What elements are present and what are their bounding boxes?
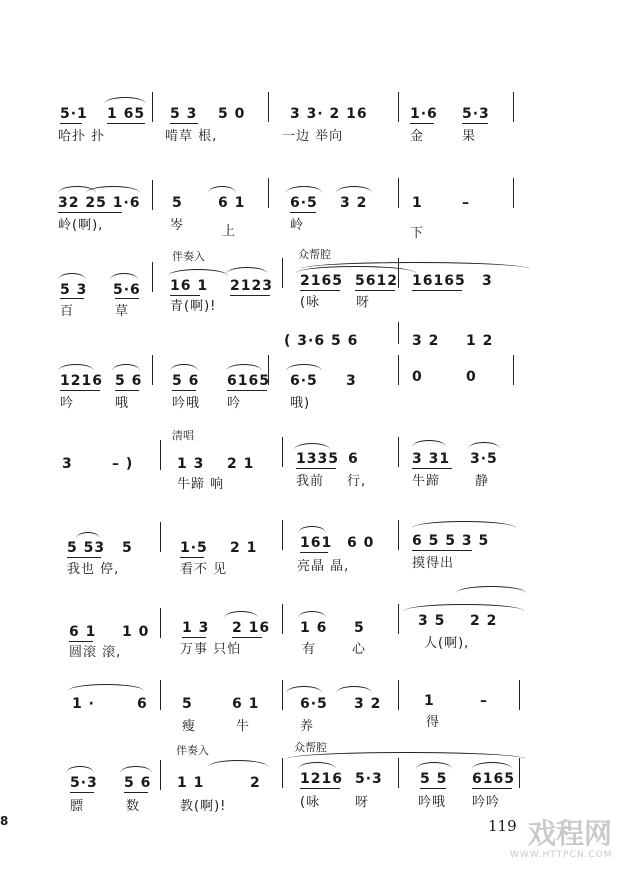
beam-underline bbox=[227, 390, 267, 391]
lyric-text: 牛 bbox=[236, 719, 251, 734]
notation-group: 5 5 bbox=[420, 771, 448, 787]
notation-group: 1 65 bbox=[107, 106, 146, 122]
lyric-text: 摸得出 bbox=[412, 556, 455, 571]
notation-group: 5·3 bbox=[462, 106, 490, 122]
beam-underline bbox=[115, 298, 139, 299]
notation-group: 6165 bbox=[472, 771, 515, 787]
bar-line bbox=[152, 355, 153, 385]
lyric-text: 看不 见 bbox=[180, 562, 228, 577]
bar-line bbox=[282, 520, 283, 550]
lyric-text: 岑 bbox=[170, 218, 185, 233]
bar-line bbox=[268, 92, 269, 122]
beam-underline bbox=[67, 557, 101, 558]
bar-line bbox=[282, 258, 283, 288]
notation-group: 1 3 bbox=[182, 620, 210, 636]
beam-underline bbox=[115, 390, 139, 391]
slur-mark bbox=[112, 364, 140, 371]
beam-underline bbox=[290, 212, 316, 213]
notation-group: 1216 bbox=[60, 373, 103, 389]
notation-group: 161 bbox=[300, 535, 333, 551]
bar-line bbox=[398, 520, 399, 550]
beam-underline bbox=[69, 641, 93, 642]
bar-line bbox=[398, 178, 399, 208]
notation-group: 6·5 bbox=[290, 373, 318, 389]
notation-group: 2 2 bbox=[470, 613, 498, 629]
notation-group: 5 6 bbox=[124, 775, 152, 791]
bar-line bbox=[268, 178, 269, 208]
notation-group: 3 3· 2 16 bbox=[290, 106, 368, 122]
slur-mark bbox=[286, 364, 322, 371]
beam-underline bbox=[410, 123, 434, 124]
slur-mark bbox=[286, 186, 322, 193]
bar-line bbox=[160, 440, 161, 470]
notation-group: 6 1 bbox=[218, 195, 246, 211]
slur-mark bbox=[416, 762, 452, 769]
slur-mark bbox=[300, 262, 530, 269]
beam-underline bbox=[70, 792, 94, 793]
notation-group: 3 31 bbox=[412, 451, 451, 467]
beam-underline bbox=[472, 788, 512, 789]
beam-underline bbox=[300, 788, 340, 789]
bar-line bbox=[282, 758, 283, 788]
beam-underline bbox=[412, 468, 452, 469]
lyric-text: 牛蹄 响 bbox=[177, 477, 225, 492]
slur-mark bbox=[456, 586, 526, 593]
lyric-text: 静 bbox=[475, 474, 490, 489]
bar-line bbox=[282, 604, 283, 634]
slur-mark bbox=[66, 766, 94, 773]
lyric-text: 膘 bbox=[70, 799, 85, 814]
bar-line bbox=[398, 758, 399, 788]
slur-mark bbox=[110, 273, 138, 280]
bar-line bbox=[282, 437, 283, 467]
bar-line bbox=[152, 180, 153, 210]
beam-underline bbox=[170, 123, 198, 124]
notation-group: 3·5 bbox=[470, 451, 498, 467]
chorus-mark: 众帮腔 bbox=[294, 741, 327, 754]
lyric-text: 岭(啊), bbox=[58, 218, 104, 233]
lyric-text: 上 bbox=[222, 224, 237, 239]
notation-group: 2 bbox=[250, 775, 261, 791]
notation-group: 0 bbox=[466, 369, 477, 385]
bar-line bbox=[160, 608, 161, 638]
notation-group: 5·3 bbox=[355, 771, 383, 787]
notation-group: 3 2 bbox=[354, 696, 382, 712]
slur-mark bbox=[294, 443, 330, 450]
lyric-text: 哦) bbox=[290, 396, 311, 411]
notation-group: 2165 bbox=[300, 273, 343, 289]
slur-mark bbox=[226, 267, 268, 274]
notation-group: 6·5 bbox=[300, 696, 328, 712]
accompaniment-mark: 伴奏入 bbox=[172, 250, 205, 263]
bar-line bbox=[398, 355, 399, 385]
notation-group: 16 1 bbox=[170, 278, 209, 294]
slur-mark bbox=[472, 762, 512, 769]
notation-group: 2 1 bbox=[227, 456, 255, 472]
slur-mark bbox=[86, 186, 140, 193]
notation-group: 5 bbox=[172, 195, 183, 211]
notation-group: 3 5 bbox=[418, 613, 446, 629]
slur-mark bbox=[468, 442, 500, 449]
bar-line bbox=[519, 680, 520, 710]
slur-mark bbox=[404, 604, 524, 611]
notation-group: 6 1 bbox=[232, 696, 260, 712]
notation-group: 3 bbox=[346, 373, 357, 389]
notation-group: 5 bbox=[182, 696, 193, 712]
beam-underline bbox=[412, 550, 472, 551]
a-cappella-mark: 清唱 bbox=[172, 429, 194, 442]
notation-group: 2 16 bbox=[232, 620, 271, 636]
beam-underline bbox=[462, 123, 488, 124]
beam-underline bbox=[296, 468, 336, 469]
notation-group: 1 bbox=[424, 693, 435, 709]
notation-group: 1 · bbox=[72, 696, 95, 712]
notation-group: 5 6 bbox=[172, 373, 200, 389]
notation-group: – bbox=[480, 693, 488, 709]
slur-mark bbox=[298, 611, 326, 618]
page-number: 119 bbox=[488, 817, 517, 835]
lyric-text: 行, bbox=[347, 474, 367, 489]
bar-line bbox=[152, 92, 153, 122]
bar-line bbox=[398, 604, 399, 634]
notation-group: 5 bbox=[354, 620, 365, 636]
margin-mark: 8 bbox=[0, 814, 9, 828]
lyric-text: 下 bbox=[410, 226, 425, 241]
beam-underline bbox=[230, 295, 270, 296]
lyric-text: 教(啊)! bbox=[180, 799, 227, 814]
slur-mark bbox=[298, 762, 336, 769]
slur-mark bbox=[224, 611, 258, 618]
notation-group: 3 bbox=[482, 273, 493, 289]
slur-mark bbox=[412, 440, 446, 447]
notation-group: 5 3 bbox=[170, 106, 198, 122]
lyric-text: 我也 停, bbox=[67, 562, 120, 577]
beam-underline bbox=[300, 552, 328, 553]
notation-group: 6 bbox=[348, 451, 359, 467]
notation-group: 1 0 bbox=[122, 624, 150, 640]
slur-mark bbox=[120, 766, 152, 773]
bar-line bbox=[160, 680, 161, 710]
notation-group: 5·1 bbox=[60, 106, 88, 122]
slur-mark bbox=[412, 521, 516, 528]
slur-mark bbox=[58, 364, 94, 371]
watermark-logo: 戏程网 bbox=[528, 817, 613, 850]
notation-group: 1·6 bbox=[410, 106, 438, 122]
slur-mark bbox=[336, 186, 372, 193]
lyric-text: 吟哦 bbox=[172, 396, 201, 411]
lyric-text: 瘦 bbox=[182, 719, 197, 734]
notation-group: 6165 bbox=[227, 373, 270, 389]
notation-group: 6·5 bbox=[290, 195, 318, 211]
notation-group: 5 3 bbox=[60, 282, 88, 298]
lyric-text: 亮晶 晶, bbox=[297, 559, 350, 574]
bar-line bbox=[398, 92, 399, 122]
slur-mark bbox=[298, 526, 326, 533]
notation-group: 1216 bbox=[300, 771, 343, 787]
lyric-text: 哦 bbox=[115, 396, 130, 411]
beam-underline bbox=[300, 290, 340, 291]
notation-group: 3 2 bbox=[412, 333, 440, 349]
beam-underline bbox=[232, 637, 262, 638]
notation-group: 2123 bbox=[230, 278, 273, 294]
notation-group: 1335 bbox=[296, 451, 339, 467]
notation-group: 1 2 bbox=[466, 333, 494, 349]
beam-underline bbox=[60, 298, 84, 299]
lyric-text: 得 bbox=[426, 715, 441, 730]
notation-group: 3 bbox=[62, 456, 73, 472]
lyric-text: 养 bbox=[300, 719, 315, 734]
beam-underline bbox=[60, 123, 82, 124]
lyric-text: 呀 bbox=[356, 295, 371, 310]
beam-underline bbox=[355, 290, 395, 291]
notation-group: 5 0 bbox=[218, 106, 246, 122]
bar-line bbox=[398, 437, 399, 467]
lyric-text: 万事 只怕 bbox=[180, 642, 242, 657]
notation-group: – ) bbox=[112, 456, 134, 472]
beam-underline bbox=[60, 390, 100, 391]
lyric-text: 吟 bbox=[60, 396, 75, 411]
accompaniment-mark: 伴奏入 bbox=[176, 744, 209, 757]
notation-group: 1 3 bbox=[177, 456, 205, 472]
notation-group: – bbox=[462, 195, 470, 211]
notation-group: 1 bbox=[412, 195, 423, 211]
lyric-text: 啃草 根, bbox=[165, 129, 218, 144]
notation-group: 6 5 5 3 5 bbox=[412, 533, 490, 549]
beam-underline bbox=[172, 390, 196, 391]
lyric-text: 呀 bbox=[355, 795, 370, 810]
lyric-text: 心 bbox=[352, 642, 367, 657]
lyric-text: (咏 bbox=[300, 295, 321, 310]
slur-mark bbox=[226, 364, 262, 371]
lyric-text: 岭 bbox=[290, 218, 305, 233]
beam-underline bbox=[58, 212, 122, 213]
bar-line bbox=[398, 680, 399, 710]
notation-group: 5·3 bbox=[70, 775, 98, 791]
lyric-text: 圆滚 滚, bbox=[69, 645, 122, 660]
lyric-text: 吟 bbox=[227, 396, 242, 411]
lyric-text: 金 bbox=[410, 129, 425, 144]
bar-line bbox=[513, 355, 514, 385]
notation-group: 1·5 bbox=[180, 540, 208, 556]
notation-group: 5 6 bbox=[115, 373, 143, 389]
lyric-text: 一边 举向 bbox=[282, 129, 344, 144]
beam-underline bbox=[124, 792, 148, 793]
slur-mark bbox=[76, 532, 100, 539]
beam-underline bbox=[412, 290, 462, 291]
lyric-text: (咏 bbox=[300, 795, 321, 810]
notation-group: 5·6 bbox=[113, 282, 141, 298]
bar-line bbox=[160, 522, 161, 552]
slur-mark bbox=[170, 364, 198, 371]
lyric-text: 我前 bbox=[296, 474, 325, 489]
bar-line bbox=[519, 758, 520, 788]
watermark-url: WWW.HTTPCN.COM bbox=[510, 850, 613, 860]
lyric-text: 百 bbox=[60, 304, 75, 319]
lyric-text: 青(啊)! bbox=[170, 299, 217, 314]
beam-underline bbox=[180, 557, 204, 558]
slur-mark bbox=[208, 186, 236, 193]
lyric-text: 吟吟 bbox=[472, 795, 501, 810]
chorus-mark: 众帮腔 bbox=[298, 248, 331, 261]
notation-group: 6 1 bbox=[69, 624, 97, 640]
bar-line bbox=[513, 92, 514, 122]
bar-line bbox=[268, 355, 269, 385]
notation-group: 16165 bbox=[412, 273, 466, 289]
slur-mark bbox=[58, 273, 86, 280]
beam-underline bbox=[182, 637, 206, 638]
bar-line bbox=[160, 760, 161, 790]
slur-mark bbox=[68, 684, 144, 691]
notation-group: ( 3·6 5 6 bbox=[284, 333, 359, 349]
notation-group: 5 53 bbox=[67, 540, 106, 556]
bar-line bbox=[152, 262, 153, 292]
bar-line bbox=[398, 322, 399, 344]
slur-mark bbox=[168, 269, 228, 276]
beam-underline bbox=[170, 295, 200, 296]
lyric-text: 果 bbox=[462, 129, 477, 144]
notation-group: 32 25 1·6 bbox=[58, 195, 141, 211]
slur-mark bbox=[286, 686, 322, 693]
notation-group: 3 2 bbox=[340, 195, 368, 211]
notation-group: 1 1 bbox=[177, 775, 205, 791]
beam-underline bbox=[107, 123, 145, 124]
slur-mark bbox=[208, 760, 268, 767]
lyric-text: 人(啊), bbox=[424, 636, 470, 651]
notation-group: 5 bbox=[122, 540, 133, 556]
lyric-text: 牛蹄 bbox=[412, 474, 441, 489]
lyric-text: 草 bbox=[115, 304, 130, 319]
notation-group: 5612 bbox=[355, 273, 398, 289]
lyric-text: 吟哦 bbox=[418, 795, 447, 810]
notation-group: 0 bbox=[412, 369, 423, 385]
slur-mark bbox=[104, 97, 146, 104]
lyric-text: 有 bbox=[302, 642, 317, 657]
lyric-text: 数 bbox=[126, 799, 141, 814]
lyric-text: 哈扑 扑 bbox=[58, 129, 106, 144]
notation-group: 2 1 bbox=[230, 540, 258, 556]
notation-group: 6 0 bbox=[347, 535, 375, 551]
slur-mark bbox=[336, 686, 372, 693]
bar-line bbox=[282, 680, 283, 710]
beam-underline bbox=[420, 788, 446, 789]
notation-group: 6 bbox=[137, 696, 148, 712]
notation-group: 1 6 bbox=[300, 620, 328, 636]
bar-line bbox=[513, 178, 514, 208]
